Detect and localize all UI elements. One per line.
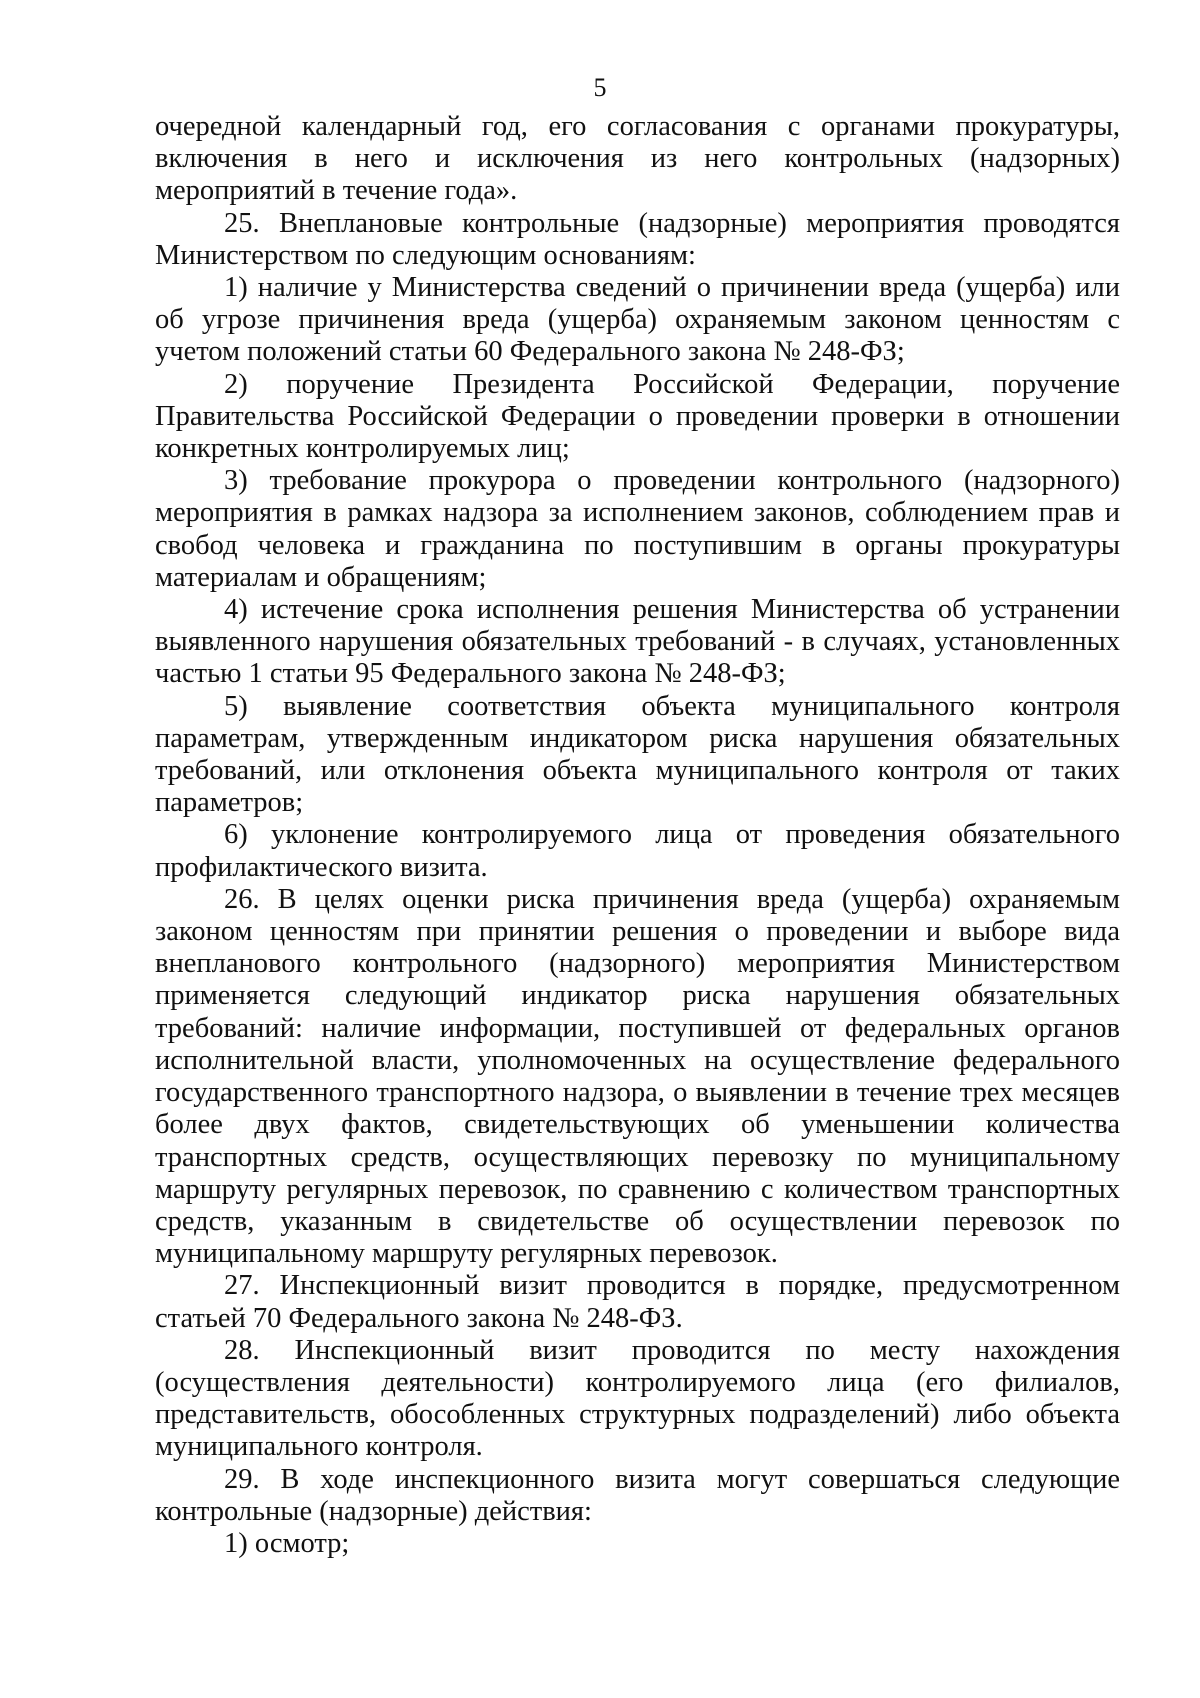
list-item-4: 4) истечение срока исполнения решения Министерства об устранении выявленного нарушения обязательных требований - в случаях, установленных частью 1 статьи 95 Федерального закона № 248-ФЗ; — [155, 594, 1120, 690]
paragraph-clause-26: 26. В целях оценки риска причинения вреда (ущерба) охраняемым законом ценностям при принятии решения о проведении и выборе вида внепланового контрольного (надзорного) мероприятия Министерством применяется следующий индикатор риска нарушения обязательных требований: наличие информации, поступившей от федеральных органов исполнительной власти, уполномоченных на осуществление федерального государственного транспортного надзора, о выявлении в течение трех месяцев более двух фактов, свидетельствующих об уменьшении количества транспортных средств, осуществляющих перевозку по муниципальному маршруту регулярных перевозок, по сравнению с количеством транспортных средств, указанным в свидетельстве об осуществлении перевозок по муниципальному маршруту регулярных перевозок. — [155, 883, 1120, 1270]
list-item-6: 6) уклонение контролируемого лица от проведения обязательного профилактического визита. — [155, 819, 1120, 883]
paragraph-clause-28: 28. Инспекционный визит проводится по месту нахождения (осуществления деятельности) контролируемого лица (его филиалов, представительств, обособленных структурных подразделений) либо объекта муниципального контроля. — [155, 1334, 1120, 1463]
document-body — [155, 111, 1120, 1560]
paragraph-continuation: очередной календарный год, его согласования с органами прокуратуры, включения в него и исключения из него контрольных (надзорных) мероприятий в течение года». — [155, 111, 1120, 207]
list-item-2: 2) поручение Президента Российской Федерации, поручение Правительства Российской Федерации о проведении проверки в отношении конкретных контролируемых лиц; — [155, 368, 1120, 465]
paragraph-clause-29: 29. В ходе инспекционного визита могут совершаться следующие контрольные (надзорные) действия: — [155, 1463, 1120, 1527]
list-item-3: 3) требование прокурора о проведении контрольного (надзорного) мероприятия в рамках надзора за исполнением законов, соблюдением прав и свобод человека и гражданина по поступившим в органы прокуратуры материалам и обращениям; — [155, 465, 1120, 593]
paragraph-clause-27: 27. Инспекционный визит проводится в порядке, предусмотренном статьей 70 Федерального закона № 248-ФЗ. — [155, 1270, 1120, 1334]
list-item-1: 1) наличие у Министерства сведений о причинении вреда (ущерба) или об угрозе причинения вреда (ущерба) охраняемым законом ценностям с учетом положений статьи 60 Федерального закона № 248-ФЗ; — [155, 272, 1120, 368]
list-item-5: 5) выявление соответствия объекта муниципального контроля параметрам, утвержденным индикатором риска нарушения обязательных требований, или отклонения объекта муниципального контроля от таких параметров; — [155, 690, 1120, 819]
paragraph-clause-25: 25. Внеплановые контрольные (надзорные) мероприятия проводятся Министерством по следующим основаниям: — [155, 207, 1120, 271]
list-item-inspection-1: 1) осмотр; — [224, 1527, 350, 1559]
page-number: 5 — [593, 73, 607, 102]
